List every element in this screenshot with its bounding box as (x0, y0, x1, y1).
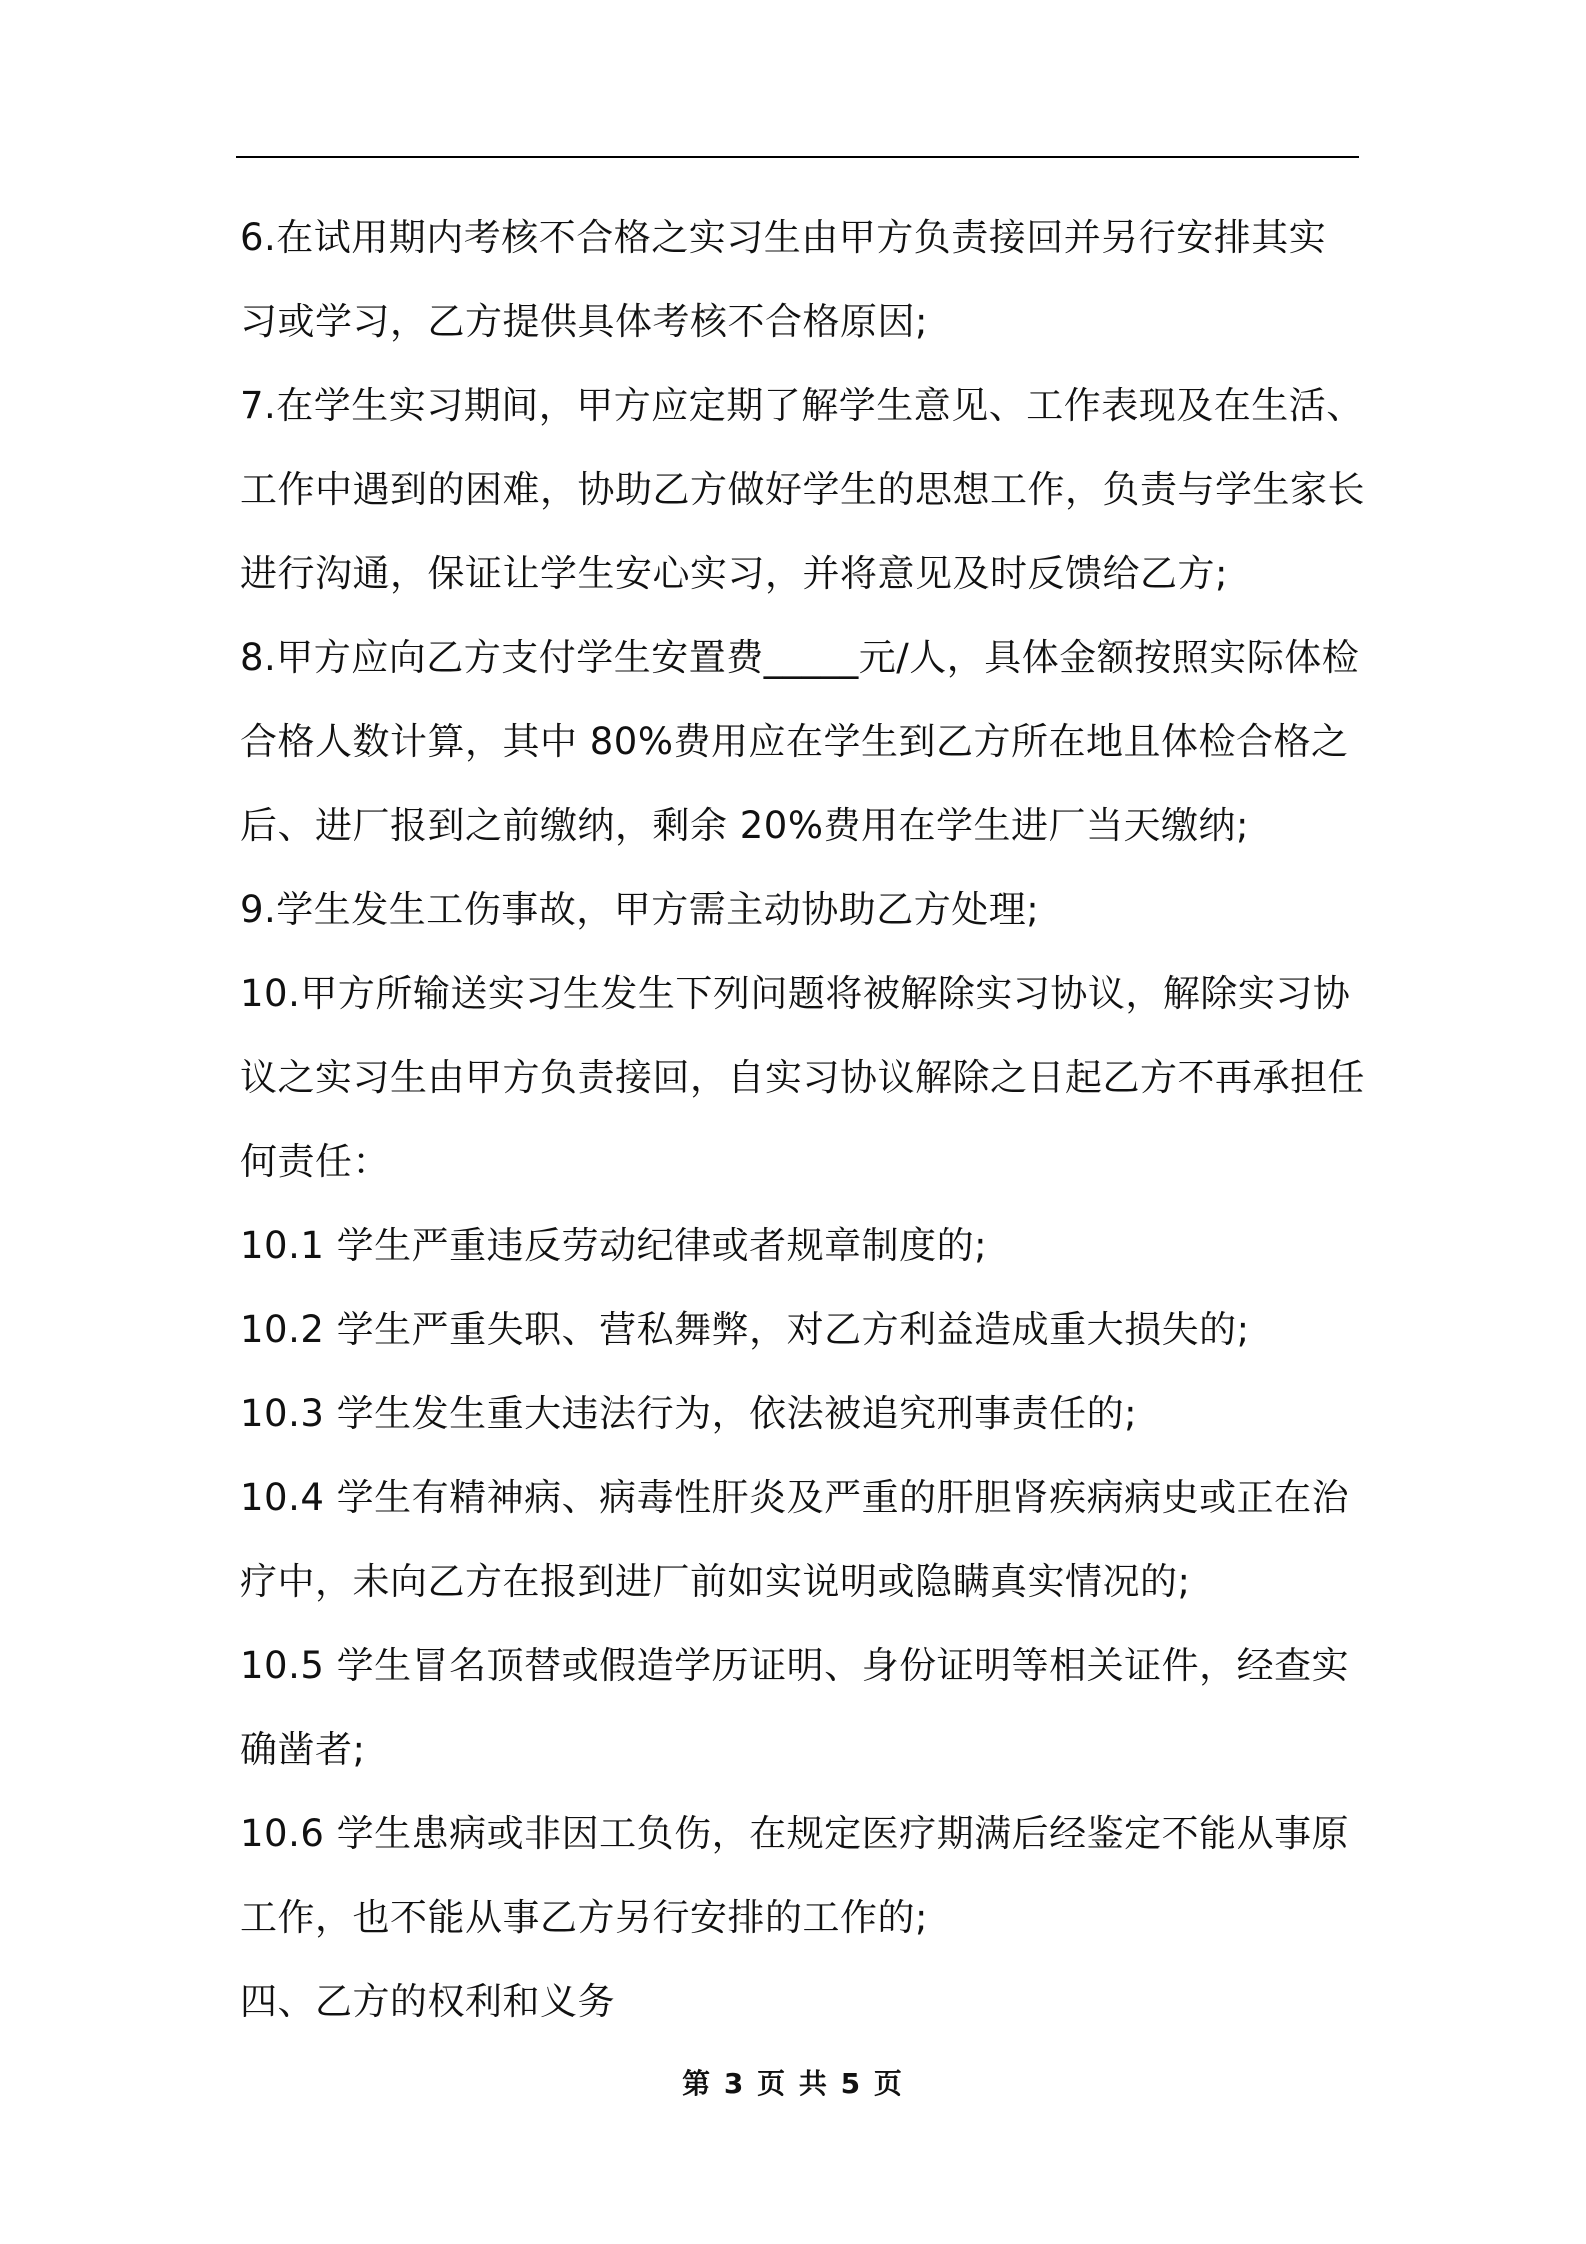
text-line: 10.4 学生有精神病、病毒性肝炎及严重的肝胆肾疾病病史或正在治 (240, 1476, 1350, 1519)
section-heading: 四、乙方的权利和义务 (240, 1980, 615, 2023)
text-line: 确凿者; (240, 1728, 366, 1771)
text-line: 议之实习生由甲方负责接回，自实习协议解除之日起乙方不再承担任 (240, 1056, 1365, 1099)
text-line: 10.6 学生患病或非因工负伤，在规定医疗期满后经鉴定不能从事原 (240, 1812, 1350, 1855)
text-line: 10.5 学生冒名顶替或假造学历证明、身份证明等相关证件，经查实 (240, 1644, 1350, 1687)
text-line: 进行沟通，保证让学生安心实习，并将意见及时反馈给乙方; (240, 552, 1228, 595)
text-line: 合格人数计算，其中 80%费用应在学生到乙方所在地且体检合格之 (240, 720, 1349, 763)
text-line: 习或学习，乙方提供具体考核不合格原因; (240, 300, 928, 343)
text-line: 工作，也不能从事乙方另行安排的工作的; (240, 1896, 928, 1939)
text-line: 疗中，未向乙方在报到进厂前如实说明或隐瞒真实情况的; (240, 1560, 1191, 1603)
contract-body (240, 196, 1364, 2044)
text-line: 9.学生发生工伤事故，甲方需主动协助乙方处理; (240, 888, 1040, 931)
text-line: 10.3 学生发生重大违法行为，依法被追究刑事责任的; (240, 1392, 1138, 1435)
text-line: 10.甲方所输送实习生发生下列问题将被解除实习协议，解除实习协 (240, 972, 1351, 1015)
header-divider (236, 156, 1359, 158)
text-line: 何责任： (240, 1140, 390, 1183)
text-line: 10.2 学生严重失职、营私舞弊，对乙方利益造成重大损失的; (240, 1308, 1250, 1351)
text-line: 6.在试用期内考核不合格之实习生由甲方负责接回并另行安排其实 (240, 216, 1327, 259)
text-line: 8.甲方应向乙方支付学生安置费_____元/人，具体金额按照实际体检 (240, 636, 1360, 679)
text-line: 后、进厂报到之前缴纳，剩余 20%费用在学生进厂当天缴纳; (240, 804, 1249, 847)
text-line: 7.在学生实习期间，甲方应定期了解学生意见、工作表现及在生活、 (240, 384, 1364, 427)
text-line: 10.1 学生严重违反劳动纪律或者规章制度的; (240, 1224, 988, 1267)
page-number-footer: 第 3 页 共 5 页 (682, 2067, 904, 2100)
text-line: 工作中遇到的困难，协助乙方做好学生的思想工作，负责与学生家长 (240, 468, 1365, 511)
